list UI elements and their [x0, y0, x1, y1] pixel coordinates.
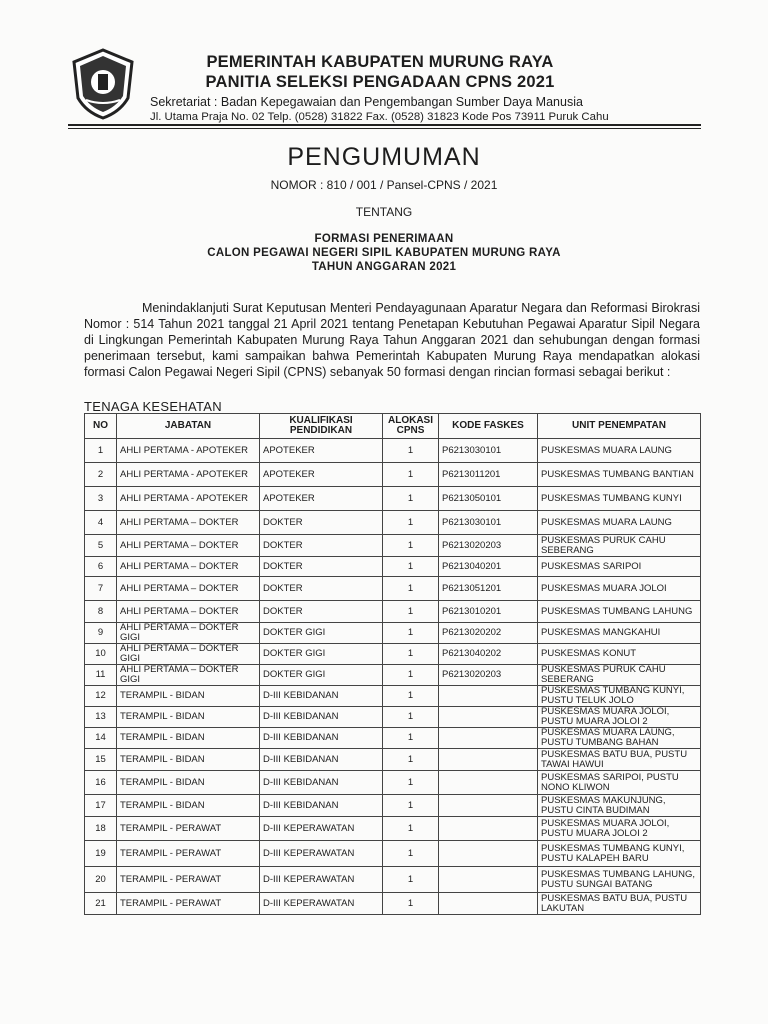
header-rule-thick [68, 124, 701, 126]
cell-no: 16 [85, 771, 117, 795]
cell-unit: PUSKESMAS TUMBANG KUNYI [538, 487, 701, 511]
cell-alokasi: 1 [383, 487, 439, 511]
cell-no: 10 [85, 644, 117, 665]
intro-paragraph [84, 300, 700, 380]
cell-kualifikasi: DOKTER GIGI [260, 644, 383, 665]
cell-jabatan: AHLI PERTAMA – DOKTER GIGI [117, 665, 260, 686]
table-row [85, 535, 701, 557]
table-row [85, 623, 701, 644]
cell-no: 18 [85, 817, 117, 841]
page-title: PENGUMUMAN [287, 143, 481, 171]
cell-kode-faskes: P6213010201 [439, 601, 538, 623]
cell-jabatan: AHLI PERTAMA – DOKTER [117, 535, 260, 557]
cell-kode-faskes [439, 817, 538, 841]
cell-kode-faskes [439, 867, 538, 893]
table-row [85, 771, 701, 795]
subject-line-3: TAHUN ANGGARAN 2021 [311, 261, 457, 273]
header-alokasi: ALOKASI CPNS [383, 414, 439, 439]
cell-alokasi: 1 [383, 577, 439, 601]
cell-kualifikasi: D-III KEBIDANAN [260, 728, 383, 749]
cell-unit: PUSKESMAS MUARA JOLOI [538, 577, 701, 601]
cell-jabatan: AHLI PERTAMA – DOKTER GIGI [117, 644, 260, 665]
cell-unit: PUSKESMAS TUMBANG LAHUNG, PUSTU SUNGAI BATANG [538, 867, 701, 893]
cell-kualifikasi: D-III KEPERAWATAN [260, 817, 383, 841]
table-row [85, 557, 701, 577]
cell-kode-faskes [439, 795, 538, 817]
cell-kualifikasi: APOTEKER [260, 463, 383, 487]
cell-no: 13 [85, 707, 117, 728]
cell-unit: PUSKESMAS BATU BUA, PUSTU TAWAI HAWUI [538, 749, 701, 771]
cell-jabatan: TERAMPIL - PERAWAT [117, 893, 260, 915]
table-row [85, 577, 701, 601]
cell-no: 20 [85, 867, 117, 893]
cell-kualifikasi: DOKTER [260, 557, 383, 577]
cell-unit: PUSKESMAS MANGKAHUI [538, 623, 701, 644]
table-row [85, 511, 701, 535]
cell-jabatan: AHLI PERTAMA – DOKTER GIGI [117, 623, 260, 644]
cell-alokasi: 1 [383, 623, 439, 644]
cell-no: 5 [85, 535, 117, 557]
cell-unit: PUSKESMAS SARIPOI [538, 557, 701, 577]
cell-unit: PUSKESMAS BATU BUA, PUSTU LAKUTAN [538, 893, 701, 915]
cell-kode-faskes [439, 841, 538, 867]
table-row [85, 487, 701, 511]
cell-jabatan: TERAMPIL - PERAWAT [117, 817, 260, 841]
cell-kode-faskes [439, 707, 538, 728]
cell-jabatan: AHLI PERTAMA – DOKTER [117, 601, 260, 623]
cell-no: 1 [85, 439, 117, 463]
cell-kode-faskes: P6213040202 [439, 644, 538, 665]
cell-kualifikasi: APOTEKER [260, 487, 383, 511]
cell-jabatan: TERAMPIL - BIDAN [117, 795, 260, 817]
cell-unit: PUSKESMAS TUMBANG KUNYI, PUSTU KALAPEH BARU [538, 841, 701, 867]
cell-kualifikasi: D-III KEBIDANAN [260, 686, 383, 707]
cell-kualifikasi: DOKTER GIGI [260, 623, 383, 644]
cell-jabatan: TERAMPIL - BIDAN [117, 728, 260, 749]
table-row [85, 795, 701, 817]
subject-line-2: CALON PEGAWAI NEGERI SIPIL KABUPATEN MURUNG RAYA [207, 247, 561, 259]
cell-jabatan: AHLI PERTAMA – DOKTER [117, 511, 260, 535]
cell-unit: PUSKESMAS MUARA LAUNG, PUSTU TUMBANG BAHAN [538, 728, 701, 749]
cell-alokasi: 1 [383, 893, 439, 915]
cell-unit: PUSKESMAS SARIPOI, PUSTU NONO KLIWON [538, 771, 701, 795]
cell-no: 7 [85, 577, 117, 601]
cell-unit: PUSKESMAS MUARA LAUNG [538, 439, 701, 463]
table-row [85, 867, 701, 893]
subject-label: TENTANG [355, 205, 413, 219]
document-number: NOMOR : 810 / 001 / Pansel-CPNS / 2021 [270, 178, 498, 192]
cell-unit: PUSKESMAS MUARA LAUNG [538, 511, 701, 535]
cell-jabatan: TERAMPIL - PERAWAT [117, 841, 260, 867]
cell-unit: PUSKESMAS PURUK CAHU SEBERANG [538, 535, 701, 557]
cell-kualifikasi: APOTEKER [260, 439, 383, 463]
cell-jabatan: AHLI PERTAMA - APOTEKER [117, 463, 260, 487]
cell-alokasi: 1 [383, 601, 439, 623]
cell-kode-faskes: P6213011201 [439, 463, 538, 487]
cell-kode-faskes [439, 728, 538, 749]
cell-kualifikasi: D-III KEPERAWATAN [260, 867, 383, 893]
table-row [85, 665, 701, 686]
table-row [85, 439, 701, 463]
cell-kode-faskes: P6213020202 [439, 623, 538, 644]
cell-kode-faskes [439, 686, 538, 707]
cell-unit: PUSKESMAS TUMBANG BANTIAN [538, 463, 701, 487]
cell-no: 15 [85, 749, 117, 771]
letterhead-line-2: PANITIA SELEKSI PENGADAAN CPNS 2021 [205, 73, 555, 91]
table-header-row [85, 414, 701, 439]
cell-jabatan: AHLI PERTAMA - APOTEKER [117, 439, 260, 463]
cell-no: 9 [85, 623, 117, 644]
subject-line-1: FORMASI PENERIMAAN [314, 233, 454, 245]
cell-no: 19 [85, 841, 117, 867]
cell-alokasi: 1 [383, 841, 439, 867]
letterhead [150, 52, 630, 125]
cell-no: 4 [85, 511, 117, 535]
table-row [85, 749, 701, 771]
cell-kualifikasi: D-III KEBIDANAN [260, 749, 383, 771]
cell-alokasi: 1 [383, 665, 439, 686]
header-unit: UNIT PENEMPATAN [538, 414, 701, 439]
table-row [85, 686, 701, 707]
cell-unit: PUSKESMAS MUARA JOLOI, PUSTU MUARA JOLOI 2 [538, 707, 701, 728]
cell-kode-faskes [439, 893, 538, 915]
cell-kualifikasi: D-III KEBIDANAN [260, 771, 383, 795]
table-row [85, 841, 701, 867]
cell-alokasi: 1 [383, 463, 439, 487]
letterhead-line-1: PEMERINTAH KABUPATEN MURUNG RAYA [206, 53, 554, 71]
header-jabatan: JABATAN [117, 414, 260, 439]
cell-kode-faskes [439, 749, 538, 771]
cell-kualifikasi: DOKTER [260, 535, 383, 557]
header-kode-faskes: KODE FASKES [439, 414, 538, 439]
table-row [85, 463, 701, 487]
cell-no: 12 [85, 686, 117, 707]
formation-table [84, 413, 701, 915]
cell-alokasi: 1 [383, 867, 439, 893]
cell-alokasi: 1 [383, 686, 439, 707]
cell-kode-faskes: P6213020203 [439, 665, 538, 686]
cell-unit: PUSKESMAS TUMBANG LAHUNG [538, 601, 701, 623]
intro-paragraph-text: Menindaklanjuti Surat Keputusan Menteri Pendayagunaan Aparatur Negara dan Reformasi Birokrasi Nomor : 514 Tahun 2021 tanggal 21 April 2021 tentang Penetapan Kebutuhan Pegawai Aparatur Sipil Negara di Lingkungan Pemerintah Kabupaten Murung Raya Tahun Anggaran 2021 dan sehubungan dengan formasi penerimaan tersebut, kami sampaikan bahwa Pemerintah Kabupaten Murung Raya mendapatkan alokasi formasi Calon Pegawai Negeri Sipil (CPNS) sebanyak 50 formasi dengan rincian formasi sebagai berikut : [84, 301, 700, 379]
cell-jabatan: TERAMPIL - BIDAN [117, 686, 260, 707]
cell-kualifikasi: DOKTER [260, 511, 383, 535]
cell-alokasi: 1 [383, 749, 439, 771]
cell-alokasi: 1 [383, 771, 439, 795]
table-row [85, 817, 701, 841]
cell-alokasi: 1 [383, 728, 439, 749]
cell-no: 6 [85, 557, 117, 577]
cell-alokasi: 1 [383, 707, 439, 728]
cell-kualifikasi: D-III KEPERAWATAN [260, 841, 383, 867]
cell-alokasi: 1 [383, 439, 439, 463]
cell-jabatan: AHLI PERTAMA – DOKTER [117, 577, 260, 601]
cell-no: 14 [85, 728, 117, 749]
cell-alokasi: 1 [383, 557, 439, 577]
cell-kode-faskes: P6213020203 [439, 535, 538, 557]
table-row [85, 644, 701, 665]
cell-unit: PUSKESMAS PURUK CAHU SEBERANG [538, 665, 701, 686]
cell-jabatan: TERAMPIL - BIDAN [117, 771, 260, 795]
cell-kode-faskes: P6213050101 [439, 487, 538, 511]
cell-kode-faskes: P6213051201 [439, 577, 538, 601]
cell-unit: PUSKESMAS MUARA JOLOI, PUSTU MUARA JOLOI 2 [538, 817, 701, 841]
cell-alokasi: 1 [383, 795, 439, 817]
cell-no: 11 [85, 665, 117, 686]
header-kualifikasi: KUALIFIKASI PENDIDIKAN [260, 414, 383, 439]
table-row [85, 893, 701, 915]
cell-jabatan: AHLI PERTAMA – DOKTER [117, 557, 260, 577]
cell-no: 8 [85, 601, 117, 623]
cell-kode-faskes [439, 771, 538, 795]
cell-alokasi: 1 [383, 535, 439, 557]
header-no: NO [85, 414, 117, 439]
cell-kualifikasi: DOKTER GIGI [260, 665, 383, 686]
cell-kualifikasi: D-III KEPERAWATAN [260, 893, 383, 915]
table-row [85, 707, 701, 728]
cell-kualifikasi: D-III KEBIDANAN [260, 707, 383, 728]
cell-no: 3 [85, 487, 117, 511]
cell-unit: PUSKESMAS KONUT [538, 644, 701, 665]
letterhead-address: Jl. Utama Praja No. 02 Telp. (0528) 31822 Fax. (0528) 31823 Kode Pos 73911 Puruk Cahu [150, 111, 609, 123]
cell-kode-faskes: P6213030101 [439, 439, 538, 463]
letterhead-secretariat: Sekretariat : Badan Kepegawaian dan Pengembangan Sumber Daya Manusia [150, 95, 583, 109]
cell-kode-faskes: P6213040201 [439, 557, 538, 577]
cell-no: 21 [85, 893, 117, 915]
header-rule-thin [68, 128, 701, 129]
cell-no: 2 [85, 463, 117, 487]
cell-kualifikasi: DOKTER [260, 577, 383, 601]
cell-kualifikasi: D-III KEBIDANAN [260, 795, 383, 817]
cell-unit: PUSKESMAS TUMBANG KUNYI, PUSTU TELUK JOLO [538, 686, 701, 707]
section-title: TENAGA KESEHATAN [84, 399, 222, 414]
cell-jabatan: TERAMPIL - BIDAN [117, 749, 260, 771]
cell-kualifikasi: DOKTER [260, 601, 383, 623]
cell-alokasi: 1 [383, 817, 439, 841]
cell-alokasi: 1 [383, 511, 439, 535]
cell-unit: PUSKESMAS MAKUNJUNG, PUSTU CINTA BUDIMAN [538, 795, 701, 817]
table-row [85, 728, 701, 749]
cell-alokasi: 1 [383, 644, 439, 665]
cell-jabatan: AHLI PERTAMA - APOTEKER [117, 487, 260, 511]
table-row [85, 601, 701, 623]
regency-emblem-icon [70, 48, 136, 120]
cell-jabatan: TERAMPIL - BIDAN [117, 707, 260, 728]
cell-jabatan: TERAMPIL - PERAWAT [117, 867, 260, 893]
cell-no: 17 [85, 795, 117, 817]
cell-kode-faskes: P6213030101 [439, 511, 538, 535]
